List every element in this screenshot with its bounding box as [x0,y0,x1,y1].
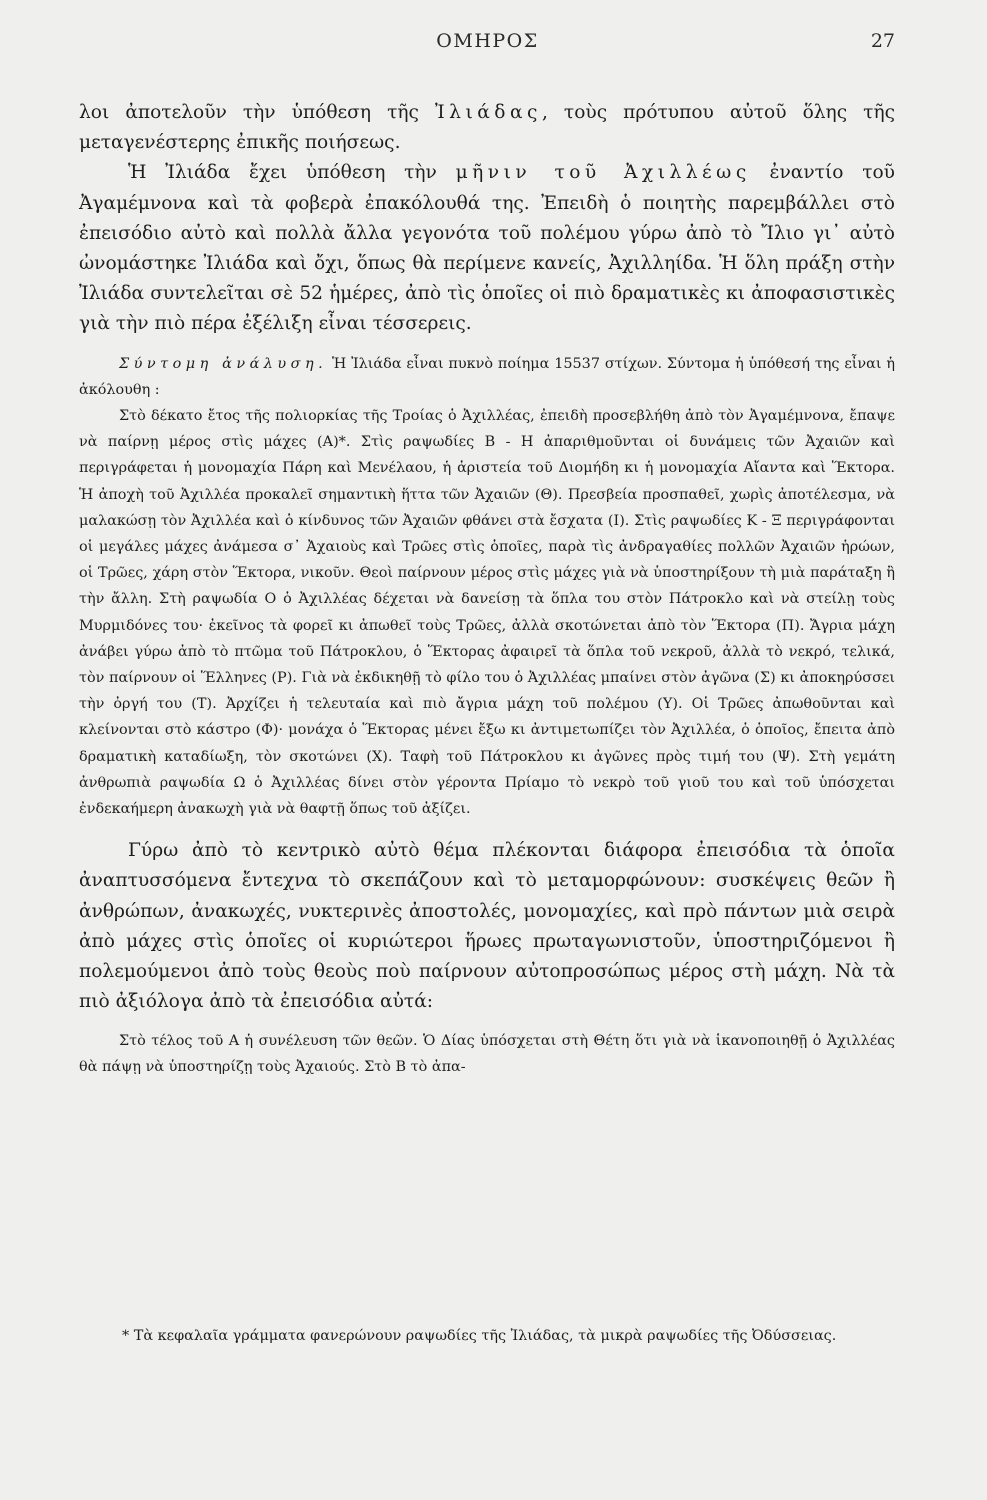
emphasized-title: Ἰλιάδας [434,102,542,123]
paragraph-episodes: Γύρω ἀπὸ τὸ κεντρικὸ αὐτὸ θέμα πλέκονται διάφορα ἐπεισόδια τὰ ὁποῖα ἀναπτυσσόμενα ἔντεχνα τὸ σκεπάζουν καὶ τὸ μεταμορφώνουν: συσκέψεις θεῶν ἢ ἀνθρώπων, ἀνακωχές, νυκτερινὲς ἀποστολές, μονομαχίες, καὶ πρὸ πάντων μιὰ σειρὰ ἀπὸ μάχες στὶς ὁποῖες οἱ κυριώτεροι ἥρωες πρωταγωνιστοῦν, ὑποστηριζόμενοι ἢ πολεμούμενοι ἀπὸ τοὺς θεοὺς ποὺ παίρνουν αὐτοπροσώπως μέρος στὴ μάχη. Νὰ τὰ πιὸ ἀξιόλογα ἀπὸ τὰ ἐπεισόδια αὐτά: [79,840,895,1013]
paragraph-iliad-subject [79,158,895,339]
section-label: Σύντομη ἀνάλυση. [119,355,328,372]
page-number: 27 [870,30,895,52]
running-head: ΟΜΗΡΟΣ [436,30,539,52]
text-run: Ἡ Ἰλιάδα ἔχει ὑπόθεση τὴν [128,162,456,184]
spacer [79,340,895,351]
page-header [80,30,895,60]
paragraph-episode-list: Στὸ τέλος τοῦ Α ἡ συνέλευση τῶν θεῶν. Ὁ Δίας ὑπόσχεται στὴ Θέτη ὅτι γιὰ νὰ ἱκανοποιηθῇ ὁ Ἀχιλλέας θὰ πάψῃ νὰ ὑποστηρίζῃ τοὺς Ἀχαιούς. Στὸ Β τὸ ἀπα- [79,1032,895,1075]
paragraph-summary: Στὸ δέκατο ἔτος τῆς πολιορκίας τῆς Τροίας ὁ Ἀχιλλέας, ἐπειδὴ προσεβλήθη ἀπὸ τὸν Ἀγαμέμνονα, ἔπαψε νὰ παίρνῃ μέρος στὶς μάχες (Α)*. Στὶς ραψωδίες Β - Η ἀπαριθμοῦνται οἱ δυνάμεις τῶν Ἀχαιῶν καὶ περιγράφεται ἡ μονομαχία Πάρη καὶ Μενέλαου, ἡ ἀριστεία τοῦ Διομήδη κι ἡ μονομαχία Αἴαντα καὶ Ἕκτορα. Ἡ ἀποχὴ τοῦ Ἀχιλλέα προκαλεῖ σημαντικὴ ἥττα τῶν Ἀχαιῶν (Θ). Πρεσβεία προσπαθεῖ, χωρὶς ἀποτέλεσμα, νὰ μαλακώσῃ τὸν Ἀχιλλέα καὶ ὁ κίνδυνος τῶν Ἀχαιῶν φθάνει στὰ ἔσχατα (Ι). Στὶς ραψωδίες Κ - Ξ περιγράφονται οἱ μεγάλες μάχες ἀνάμεσα σ᾽ Ἀχαιοὺς καὶ Τρῶες στὶς ὁποῖες, παρὰ τὶς ἀνδραγαθίες πολλῶν Ἀχαιῶν ἡρώων, οἱ Τρῶες, χάρη στὸν Ἕκτορα, νικοῦν. Θεοὶ παίρνουν μέρος στὶς μάχες γιὰ νὰ ὑποστηρίξουν τὴ μιὰ παράταξη ἢ τὴν ἄλλη. Στὴ ραψωδία Ο ὁ Ἀχιλλέας δέχεται νὰ δανείσῃ τὰ ὅπλα του στὸν Πάτροκλο καὶ νὰ στείλῃ τοὺς Μυρμιδόνες του· ἐκεῖνος τὰ φορεῖ κι ἀπωθεῖ τοὺς Τρῶες, ἀλλὰ σκοτώνεται ἀπὸ τὸν Ἕκτορα (Π). Ἄγρια μάχη ἀνάβει γύρω ἀπὸ τὸ πτῶμα τοῦ Πάτροκλου, ὁ Ἕκτορας ἀφαιρεῖ τὰ ὅπλα τοῦ νεκροῦ, ἀλλὰ τὸ νεκρό, τελικά, τὸν παίρνουν οἱ Ἕλληνες (Ρ). Γιὰ νὰ ἐκδικηθῇ τὸ φίλο του ὁ Ἀχιλλέας μπαίνει στὸν ἀγῶνα (Σ) κι ἀποκηρύσσει τὴν ὀργή του (Τ). Ἀρχίζει ἡ τελευταία καὶ πιὸ ἄγρια μάχη τοῦ πολέμου (Υ). Οἱ Τρῶες ἀπωθοῦνται καὶ κλείνονται στὸ κάστρο (Φ)· μονάχα ὁ Ἕκτορας μένει ἔξω κι ἀντιμετωπίζει τὸν Ἀχιλλέα, ὁ ὁποῖος, ἔπειτα ἀπὸ δραματικὴ καταδίωξη, τὸν σκοτώνει (Χ). Ταφὴ τοῦ Πάτροκλου κι ἀγῶνες πρὸς τιμή του (Ψ). Στὴ γεμάτη ἀνθρωπιὰ ραψωδία Ω ὁ Ἀχιλλέας δίνει στὸν γέροντα Πρίαμο τὸ νεκρὸ τοῦ γιοῦ του καὶ τοῦ ὑπόσχεται ἐνδεκαήμερη ἀνακωχὴ γιὰ νὰ θαφτῇ ὅπως τοῦ ἀξίζει. [79,408,895,818]
emphasized-phrase: μῆνιν τοῦ Ἀχιλλέως [455,162,751,184]
text-run: , τοὺς πρότυπου αὐτοῦ ὅλης τῆς μεταγενέστερης ἐπικῆς ποιήσεως. [79,102,895,154]
text-run: Ἡ Ἰλιάδα εἶναι πυκνὸ ποίημα 15537 στίχων. Σύντομα ἡ ὑπόθεσή της εἶναι ἡ ἀκόλουθη : [79,355,895,398]
spacer [79,822,895,836]
paragraph-continuation [79,98,895,158]
footnote: * Τὰ κεφαλαῖα γράμματα φανερώνουν ραψωδίες τῆς Ἰλιάδας, τὰ μικρὰ ραψωδίες τῆς Ὀδύσσειας. [122,1328,837,1344]
paragraph-summary-intro [79,351,895,403]
spacer [79,1018,895,1028]
text-run: λοι ἀποτελοῦν τὴν ὑπόθεση τῆς [79,102,435,123]
page-body [79,98,895,1080]
text-run: ἐναντίο τοῦ Ἀγαμέμνονα καὶ τὰ φοβερὰ ἐπακόλουθά της. Ἐπειδὴ ὁ ποιητὴς παρεμβάλλει στὸ ἐπεισόδιο αὐτὸ καὶ πολλὰ ἄλλα γεγονότα τοῦ πολέμου γύρω ἀπὸ τὸ Ἴλιο γι᾽ αὐτὸ ὠνομάστηκε Ἰλιάδα καὶ ὄχι, ὅπως θὰ περίμενε κανείς, Ἀχιλληίδα. Ἡ ὅλη πράξη στὴν Ἰλιάδα συντελεῖται σὲ 52 ἡμέρες, ἀπὸ τὶς ὁποῖες οἱ πιὸ δραματικὲς κι ἀποφασιστικὲς γιὰ τὴν πιὸ πέρα ἐξέλιξη εἶναι τέσσερεις. [79,162,895,335]
